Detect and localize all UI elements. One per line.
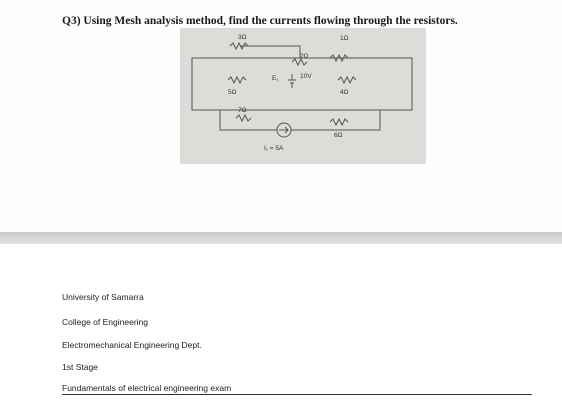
battery-icon	[288, 74, 296, 88]
label-r-top-mid: 2Ω	[300, 53, 309, 60]
exam-title: Fundamentals of electrical engineering exam	[62, 383, 232, 393]
label-r-right-lower: 6Ω	[334, 132, 343, 139]
department-name: Electromechanical Engineering Dept.	[62, 340, 202, 350]
stage-name: 1st Stage	[62, 362, 98, 372]
label-r-right: 4Ω	[340, 89, 349, 96]
resistor-right	[338, 77, 356, 83]
resistor-lower	[236, 115, 251, 121]
university-name: University of Samarra	[62, 292, 144, 302]
page-separator	[0, 232, 562, 244]
circuit-diagram	[180, 28, 426, 164]
label-r-lower: 7Ω	[238, 107, 247, 114]
label-source-voltage: 10V	[300, 73, 312, 80]
label-r-top-right: 1Ω	[340, 35, 349, 42]
resistor-left	[228, 77, 246, 83]
upper-branch-wire	[240, 46, 300, 58]
outer-loop-wire	[192, 58, 412, 110]
circuit-diagram-image	[180, 28, 426, 164]
label-source: E₁	[272, 75, 279, 82]
label-r-left: 5Ω	[228, 89, 237, 96]
label-current-source: I₁ = 5A	[264, 145, 284, 152]
footer-underline	[62, 394, 532, 395]
college-name: College of Engineering	[62, 317, 149, 327]
resistor-right-lower	[330, 119, 348, 125]
label-r-top-left: 3Ω	[238, 34, 247, 41]
question-text: Q3) Using Mesh analysis method, find the currents flowing through the resistors.	[62, 15, 458, 27]
